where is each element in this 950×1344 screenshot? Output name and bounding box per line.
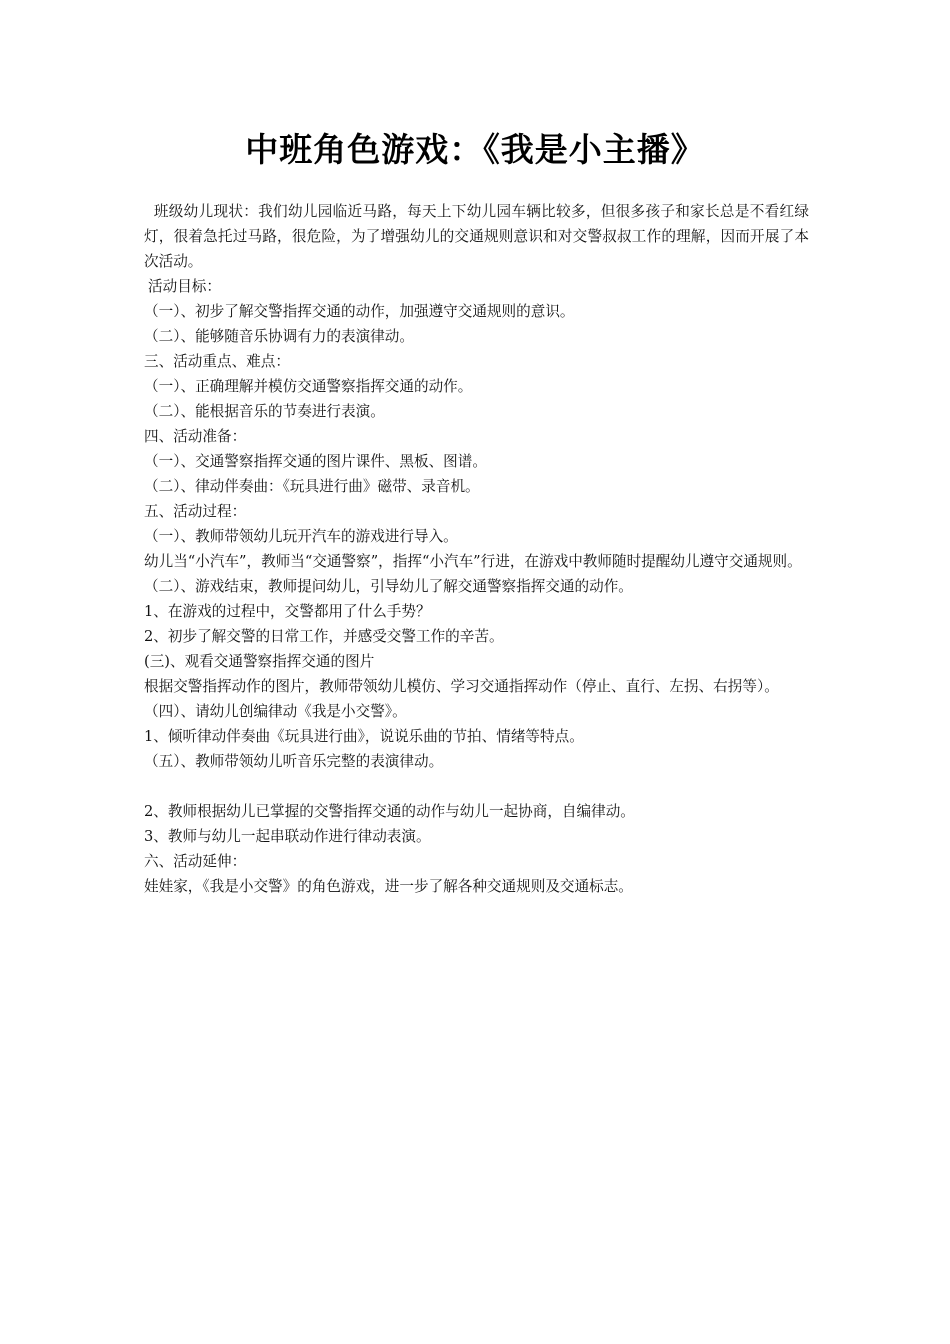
process-heading: 五、活动过程： [144, 503, 247, 520]
extension-item-1: 娃娃家，《我是小交警》的角色游戏，进一步了解各种交通规则及交通标志。 [144, 878, 633, 895]
process-step-2-question-2: 2、初步了解交警的日常工作，并感受交警工作的辛苦。 [144, 628, 504, 645]
preparation-item-2: （二）、律动伴奏曲：《玩具进行曲》磁带、录音机。 [144, 478, 480, 495]
process-step-5-item-3: 3、教师与幼儿一起串联动作进行律动表演。 [144, 828, 431, 845]
process-step-2: （二）、游戏结束，教师提问幼儿，引导幼儿了解交通警察指挥交通的动作。 [144, 578, 633, 595]
process-step-4: （四）、请幼儿创编律动《我是小交警》。 [144, 703, 407, 720]
document-body [144, 199, 809, 899]
process-step-1: （一）、教师带领幼儿玩开汽车的游戏进行导入。 [144, 528, 458, 545]
intro-paragraph: 班级幼儿现状：我们幼儿园临近马路，每天上下幼儿园车辆比较多，但很多孩子和家长总是不看红绿灯，很着急托过马路，很危险，为了增强幼儿的交通规则意识和对交警叔叔工作的理解，因而开展了本次活动。 [144, 203, 809, 270]
goal-item-2: （二）、能够随音乐协调有力的表演律动。 [144, 328, 414, 345]
preparation-heading: 四、活动准备： [144, 428, 247, 445]
document-title: 中班角色游戏：《我是小主播》 [245, 130, 705, 169]
goal-item-1: （一）、初步了解交警指挥交通的动作，加强遵守交通规则的意识。 [144, 303, 575, 320]
process-step-3: (三)、观看交通警察指挥交通的图片 [144, 653, 375, 670]
process-step-5: （五）、教师带领幼儿听音乐完整的表演律动。 [144, 753, 444, 770]
process-step-5-item-2: 2、教师根据幼儿已掌握的交警指挥交通的动作与幼儿一起协商，自编律动。 [144, 803, 635, 820]
key-points-heading: 三、活动重点、难点： [144, 353, 290, 370]
goals-heading: 活动目标： [148, 278, 221, 295]
process-step-1-detail: 幼儿当“小汽车”，教师当“交通警察”，指挥“小汽车”行进，在游戏中教师随时提醒幼儿遵守交通规则。 [144, 553, 802, 570]
process-step-4-item-1: 1、倾听律动伴奏曲《玩具进行曲》，说说乐曲的节拍、情绪等特点。 [144, 728, 584, 745]
process-step-3-detail: 根据交警指挥动作的图片，教师带领幼儿模仿、学习交通指挥动作（停止、直行、左拐、右拐等）。 [144, 678, 779, 695]
process-step-2-question-1: 1、在游戏的过程中，交警都用了什么手势？ [144, 603, 431, 620]
blank-line [144, 774, 809, 799]
preparation-item-1: （一）、交通警察指挥交通的图片课件、黑板、图谱。 [144, 453, 487, 470]
key-point-2: （二）、能根据音乐的节奏进行表演。 [144, 403, 385, 420]
key-point-1: （一）、正确理解并模仿交通警察指挥交通的动作。 [144, 378, 473, 395]
extension-heading: 六、活动延伸： [144, 853, 247, 870]
